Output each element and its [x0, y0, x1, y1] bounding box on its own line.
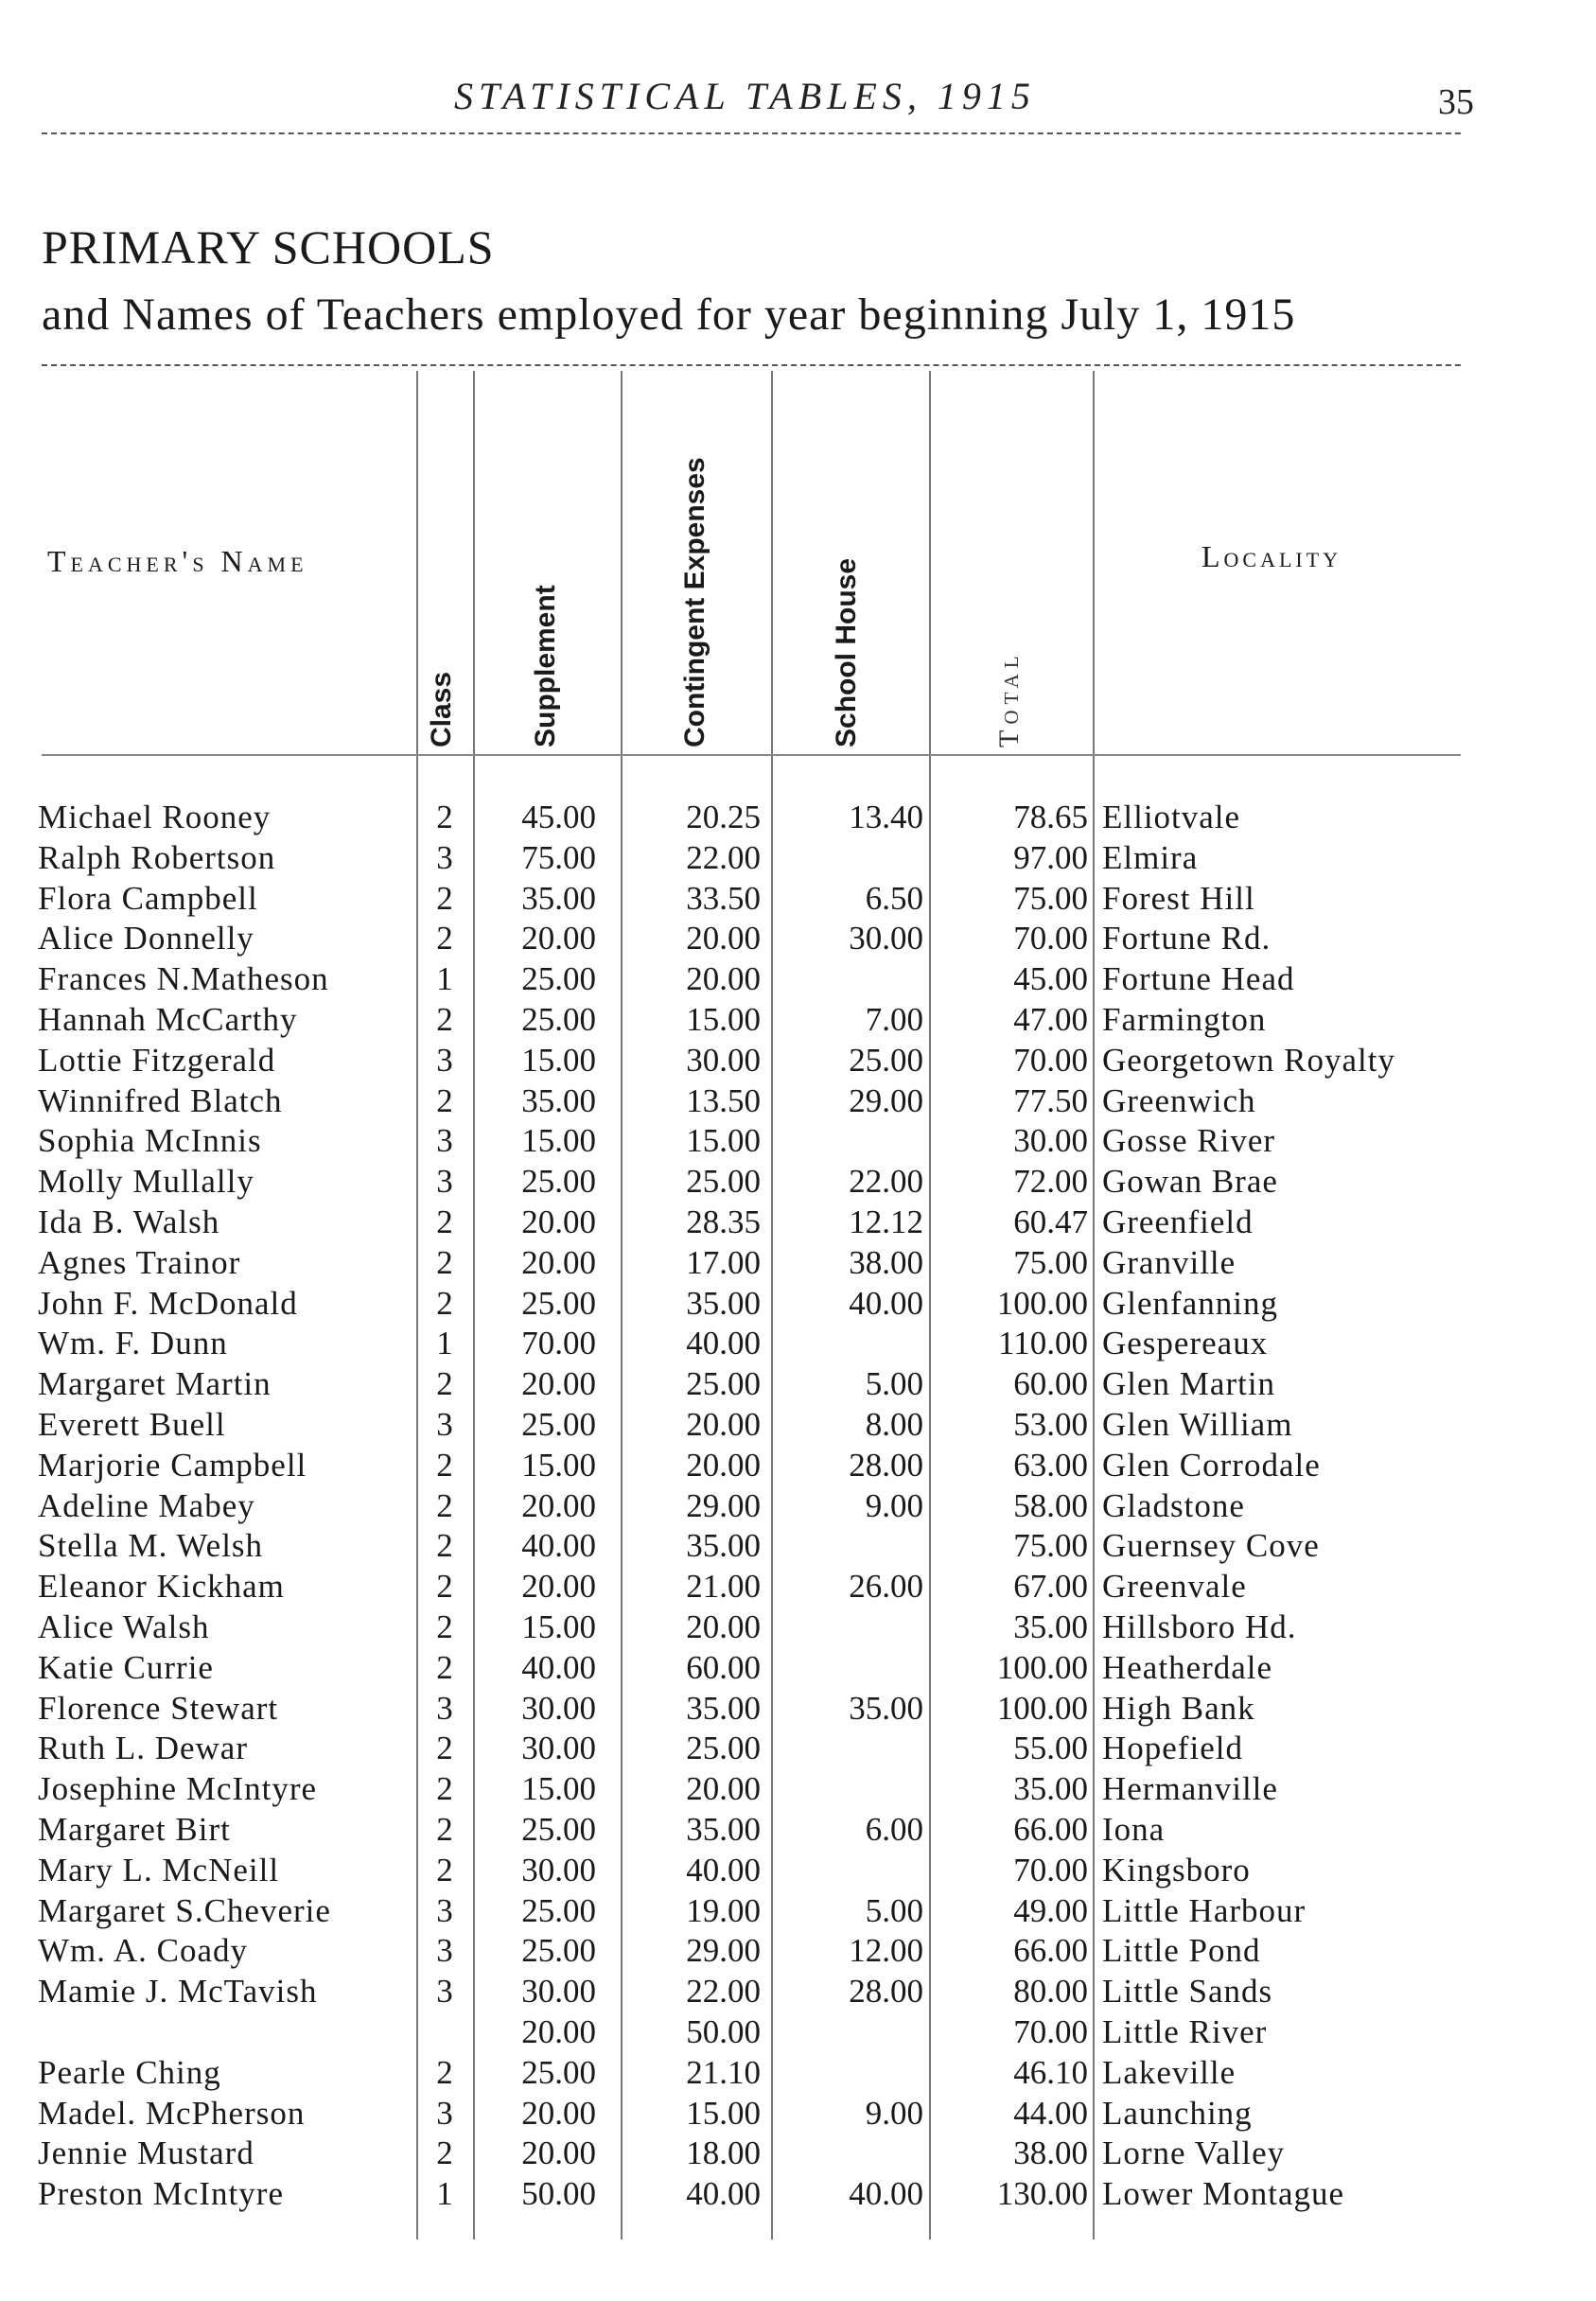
- locality-cell: Hopefield: [1102, 1730, 1243, 1767]
- locality-cell: Lorne Valley: [1102, 2134, 1286, 2172]
- contingent-cell: 40.00: [686, 2175, 761, 2213]
- contingent-cell: 20.00: [686, 960, 761, 998]
- total-cell: 38.00: [1013, 2134, 1088, 2172]
- teacher-name-cell: Katie Currie: [38, 1648, 214, 1686]
- teacher-name-cell: Wm. F. Dunn: [38, 1325, 228, 1362]
- supplement-cell: 40.00: [521, 1527, 596, 1565]
- contingent-cell: 20.25: [686, 799, 761, 835]
- supplement-cell: 20.00: [521, 920, 596, 957]
- school-house-cell: 6.00: [865, 1810, 923, 1848]
- table-row: [0, 2134, 1596, 2174]
- class-cell: 3: [436, 1163, 453, 1201]
- total-cell: 66.00: [1013, 1810, 1088, 1848]
- teacher-name-cell: Florence Stewart: [38, 1689, 279, 1727]
- total-cell: 46.10: [1013, 2053, 1088, 2091]
- table-row: [0, 1081, 1596, 1122]
- supplement-cell: 70.00: [521, 1325, 596, 1362]
- school-house-cell: 28.00: [849, 1973, 923, 2011]
- contingent-cell: 13.50: [686, 1081, 761, 1119]
- locality-cell: Georgetown Royalty: [1102, 1041, 1395, 1079]
- locality-cell: Gespereaux: [1102, 1325, 1269, 1362]
- total-cell: 53.00: [1013, 1405, 1088, 1443]
- locality-cell: Glen William: [1102, 1405, 1293, 1443]
- locality-cell: Little Sands: [1102, 1973, 1273, 2011]
- teacher-name-cell: Alice Donnelly: [38, 920, 254, 957]
- contingent-cell: 15.00: [686, 1000, 761, 1038]
- locality-cell: Heatherdale: [1102, 1648, 1273, 1686]
- contingent-cell: 60.00: [686, 1648, 761, 1686]
- supplement-cell: 15.00: [521, 1446, 596, 1484]
- class-cell: 2: [436, 1365, 453, 1403]
- total-cell: 77.50: [1013, 1081, 1088, 1119]
- supplement-cell: 30.00: [521, 1689, 596, 1727]
- contingent-cell: 20.00: [686, 1607, 761, 1645]
- locality-cell: Fortune Head: [1102, 960, 1295, 998]
- total-cell: 44.00: [1013, 2094, 1088, 2132]
- teacher-name-cell: Ralph Robertson: [38, 838, 276, 876]
- supplement-cell: 20.00: [521, 1243, 596, 1281]
- class-cell: 2: [436, 2134, 453, 2172]
- table-row: [0, 2094, 1596, 2134]
- school-house-cell: 5.00: [865, 1365, 923, 1403]
- contingent-cell: 25.00: [686, 1365, 761, 1403]
- contingent-cell: 15.00: [686, 2094, 761, 2132]
- locality-cell: Gladstone: [1102, 1486, 1245, 1524]
- school-house-cell: 9.00: [865, 1486, 923, 1524]
- table-row: [0, 1041, 1596, 1081]
- class-cell: 2: [436, 2053, 453, 2091]
- supplement-cell: 20.00: [521, 1568, 596, 1606]
- table-row: [0, 959, 1596, 1000]
- class-cell: 1: [436, 1325, 453, 1362]
- school-house-cell: 38.00: [849, 1243, 923, 1281]
- table-row: [0, 1567, 1596, 1607]
- teacher-name-cell: Wm. A. Coady: [38, 1932, 248, 1970]
- supplement-cell: 50.00: [521, 2175, 596, 2213]
- locality-cell: Greenwich: [1102, 1081, 1256, 1119]
- header-teacher-name: Teacher's Name: [47, 544, 308, 578]
- total-cell: 70.00: [1013, 1851, 1088, 1888]
- locality-cell: Launching: [1102, 2094, 1253, 2132]
- contingent-cell: 35.00: [686, 1284, 761, 1322]
- table-row: [0, 2053, 1596, 2094]
- supplement-cell: 15.00: [521, 1607, 596, 1645]
- locality-cell: Glen Corrodale: [1102, 1446, 1321, 1484]
- total-cell: 75.00: [1013, 879, 1088, 917]
- school-house-cell: 7.00: [865, 1000, 923, 1038]
- teacher-name-cell: Madel. McPherson: [38, 2094, 306, 2132]
- class-cell: 2: [436, 1770, 453, 1808]
- header-contingent-expenses: Contingent Expenses: [679, 457, 710, 747]
- total-cell: 100.00: [996, 1648, 1088, 1686]
- teacher-name-cell: Stella M. Welsh: [38, 1527, 264, 1565]
- locality-cell: Glen Martin: [1102, 1365, 1276, 1403]
- total-cell: 55.00: [1013, 1730, 1088, 1767]
- teacher-name-cell: Margaret S.Cheverie: [38, 1891, 331, 1929]
- total-cell: 75.00: [1013, 1243, 1088, 1281]
- locality-cell: High Bank: [1102, 1689, 1255, 1727]
- class-cell: 2: [436, 1000, 453, 1038]
- class-cell: 3: [436, 2094, 453, 2132]
- class-cell: 3: [436, 1973, 453, 2011]
- total-cell: 60.47: [1013, 1203, 1088, 1240]
- table-row: [0, 879, 1596, 920]
- locality-cell: Little Harbour: [1102, 1891, 1307, 1929]
- total-cell: 67.00: [1013, 1568, 1088, 1606]
- teacher-name-cell: Preston McIntyre: [38, 2175, 284, 2213]
- locality-cell: Elliotvale: [1102, 799, 1241, 835]
- supplement-cell: 35.00: [521, 1081, 596, 1119]
- page-number: 35: [1438, 82, 1474, 122]
- table-row: [0, 2012, 1596, 2053]
- table-row: [0, 1851, 1596, 1891]
- contingent-cell: 30.00: [686, 1041, 761, 1079]
- supplement-cell: 25.00: [521, 1284, 596, 1322]
- class-cell: 2: [436, 1607, 453, 1645]
- supplement-cell: 20.00: [521, 1365, 596, 1403]
- table-row: [0, 1000, 1596, 1041]
- table-row: [0, 1891, 1596, 1932]
- total-cell: 35.00: [1013, 1607, 1088, 1645]
- class-cell: 3: [436, 1932, 453, 1970]
- total-cell: 58.00: [1013, 1486, 1088, 1524]
- school-house-cell: 40.00: [849, 1284, 923, 1322]
- school-house-cell: 12.00: [849, 1932, 923, 1970]
- supplement-cell: 25.00: [521, 1891, 596, 1929]
- locality-cell: Greenfield: [1102, 1203, 1254, 1240]
- supplement-cell: 35.00: [521, 879, 596, 917]
- class-cell: 3: [436, 1689, 453, 1727]
- supplement-cell: 20.00: [521, 1203, 596, 1240]
- total-cell: 130.00: [996, 2175, 1088, 2213]
- school-house-cell: 5.00: [865, 1891, 923, 1929]
- locality-cell: Forest Hill: [1102, 879, 1255, 917]
- teacher-name-cell: Agnes Trainor: [38, 1243, 241, 1281]
- school-house-cell: 6.50: [865, 879, 923, 917]
- supplement-cell: 30.00: [521, 1973, 596, 2011]
- supplement-cell: 20.00: [521, 2012, 596, 2050]
- supplement-cell: 20.00: [521, 1486, 596, 1524]
- locality-cell: Fortune Rd.: [1102, 920, 1272, 957]
- teacher-name-cell: Alice Walsh: [38, 1607, 210, 1645]
- table-row: [0, 1203, 1596, 1243]
- total-cell: 78.65: [1013, 799, 1088, 835]
- school-house-cell: 12.12: [849, 1203, 923, 1240]
- contingent-cell: 35.00: [686, 1810, 761, 1848]
- contingent-cell: 22.00: [686, 1973, 761, 2011]
- class-cell: 2: [436, 1284, 453, 1322]
- teacher-name-cell: Molly Mullally: [38, 1163, 254, 1201]
- class-cell: 1: [436, 960, 453, 998]
- table-row: [0, 1648, 1596, 1689]
- total-cell: 35.00: [1013, 1770, 1088, 1808]
- header-supplement: Supplement: [530, 585, 561, 747]
- total-cell: 45.00: [1013, 960, 1088, 998]
- supplement-cell: 20.00: [521, 2094, 596, 2132]
- total-cell: 75.00: [1013, 1527, 1088, 1565]
- teacher-name-cell: Frances N.Matheson: [38, 960, 329, 998]
- teacher-name-cell: Winnifred Blatch: [38, 1081, 283, 1119]
- teacher-name-cell: Mary L. McNeill: [38, 1851, 280, 1888]
- locality-cell: Lakeville: [1102, 2053, 1236, 2091]
- contingent-cell: 35.00: [686, 1689, 761, 1727]
- supplement-cell: 45.00: [521, 799, 596, 835]
- contingent-cell: 20.00: [686, 1446, 761, 1484]
- school-house-cell: 29.00: [849, 1081, 923, 1119]
- total-cell: 60.00: [1013, 1365, 1088, 1403]
- supplement-cell: 15.00: [521, 1770, 596, 1808]
- class-cell: 2: [436, 1486, 453, 1524]
- teacher-name-cell: Jennie Mustard: [38, 2134, 254, 2172]
- table-row: [0, 838, 1596, 879]
- teacher-name-cell: Margaret Martin: [38, 1365, 272, 1403]
- table-row: [0, 919, 1596, 959]
- class-cell: 3: [436, 1122, 453, 1160]
- locality-cell: Iona: [1102, 1810, 1166, 1848]
- class-cell: 2: [436, 1527, 453, 1565]
- locality-cell: Kingsboro: [1102, 1851, 1251, 1888]
- table-row: [0, 1810, 1596, 1851]
- school-house-cell: 30.00: [849, 920, 923, 957]
- class-cell: 3: [436, 838, 453, 876]
- supplement-cell: 25.00: [521, 1932, 596, 1970]
- header-locality: Locality: [1201, 539, 1342, 573]
- teacher-name-cell: Marjorie Campbell: [38, 1446, 307, 1484]
- contingent-cell: 20.00: [686, 1405, 761, 1443]
- contingent-cell: 21.10: [686, 2053, 761, 2091]
- class-cell: 2: [436, 1851, 453, 1888]
- contingent-cell: 20.00: [686, 920, 761, 957]
- locality-cell: Glenfanning: [1102, 1284, 1278, 1322]
- contingent-cell: 15.00: [686, 1122, 761, 1160]
- school-house-cell: 35.00: [849, 1689, 923, 1727]
- header-total: Total: [993, 650, 1025, 747]
- supplement-cell: 25.00: [521, 960, 596, 998]
- locality-cell: Hillsboro Hd.: [1102, 1607, 1297, 1645]
- contingent-cell: 33.50: [686, 879, 761, 917]
- table-row: [0, 1607, 1596, 1648]
- class-cell: 2: [436, 1203, 453, 1240]
- supplement-cell: 15.00: [521, 1041, 596, 1079]
- total-cell: 66.00: [1013, 1932, 1088, 1970]
- teacher-name-cell: Hannah McCarthy: [38, 1000, 298, 1038]
- header-bottom-rule: [42, 754, 1461, 756]
- class-cell: 2: [436, 879, 453, 917]
- school-house-cell: 40.00: [849, 2175, 923, 2213]
- class-cell: 2: [436, 1243, 453, 1281]
- table-row: [0, 1243, 1596, 1284]
- contingent-cell: 22.00: [686, 838, 761, 876]
- table-top-rule: [42, 364, 1461, 366]
- class-cell: 2: [436, 1081, 453, 1119]
- contingent-cell: 40.00: [686, 1851, 761, 1888]
- supplement-cell: 25.00: [521, 2053, 596, 2091]
- class-cell: 2: [436, 1810, 453, 1848]
- locality-cell: Guernsey Cove: [1102, 1527, 1320, 1565]
- contingent-cell: 35.00: [686, 1527, 761, 1565]
- total-cell: 100.00: [996, 1689, 1088, 1727]
- locality-cell: Farmington: [1102, 1000, 1267, 1038]
- table-row: [0, 2174, 1596, 2215]
- contingent-cell: 17.00: [686, 1243, 761, 1281]
- locality-cell: Granville: [1102, 1243, 1236, 1281]
- total-cell: 30.00: [1013, 1122, 1088, 1160]
- total-cell: 63.00: [1013, 1446, 1088, 1484]
- supplement-cell: 40.00: [521, 1648, 596, 1686]
- teacher-name-cell: Sophia McInnis: [38, 1122, 262, 1160]
- locality-cell: Hermanville: [1102, 1770, 1278, 1808]
- teacher-name-cell: Eleanor Kickham: [38, 1568, 285, 1606]
- teacher-name-cell: Pearle Ching: [38, 2053, 221, 2091]
- supplement-cell: 30.00: [521, 1730, 596, 1767]
- teacher-name-cell: Ruth L. Dewar: [38, 1730, 248, 1767]
- locality-cell: Greenvale: [1102, 1568, 1247, 1606]
- contingent-cell: 29.00: [686, 1932, 761, 1970]
- contingent-cell: 29.00: [686, 1486, 761, 1524]
- total-cell: 49.00: [1013, 1891, 1088, 1929]
- class-cell: 3: [436, 1891, 453, 1929]
- table-row: [0, 1972, 1596, 2012]
- table-row: [0, 1121, 1596, 1162]
- class-cell: 3: [436, 1041, 453, 1079]
- supplement-cell: 20.00: [521, 2134, 596, 2172]
- class-cell: 2: [436, 1648, 453, 1686]
- contingent-cell: 28.35: [686, 1203, 761, 1240]
- table-row: [0, 1729, 1596, 1769]
- total-cell: 72.00: [1013, 1163, 1088, 1201]
- supplement-cell: 25.00: [521, 1163, 596, 1201]
- table-row: [0, 1324, 1596, 1364]
- total-cell: 70.00: [1013, 920, 1088, 957]
- teacher-name-cell: Flora Campbell: [38, 879, 258, 917]
- supplement-cell: 25.00: [521, 1405, 596, 1443]
- locality-cell: Little Pond: [1102, 1932, 1261, 1970]
- page-subtitle: and Names of Teachers employed for year beginning July 1, 1915: [42, 290, 1296, 340]
- table-row: [0, 1284, 1596, 1325]
- school-house-cell: 13.40: [849, 799, 923, 835]
- total-cell: 100.00: [996, 1284, 1088, 1322]
- school-house-cell: 25.00: [849, 1041, 923, 1079]
- total-cell: 97.00: [1013, 838, 1088, 876]
- contingent-cell: 50.00: [686, 2012, 761, 2050]
- running-title: STATISTICAL TABLES, 1915: [454, 75, 1036, 117]
- contingent-cell: 25.00: [686, 1730, 761, 1767]
- locality-cell: Gowan Brae: [1102, 1163, 1278, 1201]
- locality-cell: Elmira: [1102, 838, 1199, 876]
- table-row: [0, 1486, 1596, 1527]
- table-row: [0, 1769, 1596, 1810]
- locality-cell: Gosse River: [1102, 1122, 1276, 1160]
- school-house-cell: 22.00: [849, 1163, 923, 1201]
- total-cell: 110.00: [998, 1325, 1088, 1362]
- table-row: [0, 798, 1596, 838]
- school-house-cell: 9.00: [865, 2094, 923, 2132]
- teacher-name-cell: Josephine McIntyre: [38, 1770, 318, 1808]
- locality-cell: Lower Montague: [1102, 2175, 1345, 2213]
- total-cell: 47.00: [1013, 1000, 1088, 1038]
- supplement-cell: 25.00: [521, 1000, 596, 1038]
- table-row: [0, 1446, 1596, 1486]
- supplement-cell: 15.00: [521, 1122, 596, 1160]
- locality-cell: Little River: [1102, 2012, 1268, 2050]
- class-cell: 2: [436, 1568, 453, 1606]
- teacher-name-cell: Margaret Birt: [38, 1810, 231, 1848]
- total-cell: 70.00: [1013, 1041, 1088, 1079]
- teacher-name-cell: Everett Buell: [38, 1405, 226, 1443]
- class-cell: 2: [436, 920, 453, 957]
- table-row: [0, 1162, 1596, 1203]
- table-row: [0, 1689, 1596, 1730]
- class-cell: 3: [436, 1405, 453, 1443]
- teacher-name-cell: John F. McDonald: [38, 1284, 298, 1322]
- table-body: [0, 798, 1596, 2215]
- school-house-cell: 28.00: [849, 1446, 923, 1484]
- table-row: [0, 1405, 1596, 1446]
- total-cell: 80.00: [1013, 1973, 1088, 2011]
- teacher-name-cell: Ida B. Walsh: [38, 1203, 220, 1240]
- table-row: [0, 1526, 1596, 1567]
- contingent-cell: 25.00: [686, 1163, 761, 1201]
- teacher-name-cell: Adeline Mabey: [38, 1486, 255, 1524]
- total-cell: 70.00: [1013, 2012, 1088, 2050]
- class-cell: 2: [436, 1730, 453, 1767]
- contingent-cell: 19.00: [686, 1891, 761, 1929]
- supplement-cell: 30.00: [521, 1851, 596, 1888]
- school-house-cell: 26.00: [849, 1568, 923, 1606]
- contingent-cell: 21.00: [686, 1568, 761, 1606]
- table-row: [0, 1364, 1596, 1405]
- running-head: [0, 74, 1474, 131]
- contingent-cell: 18.00: [686, 2134, 761, 2172]
- class-cell: 2: [436, 1446, 453, 1484]
- table-row: [0, 1931, 1596, 1972]
- class-cell: 1: [436, 2175, 453, 2213]
- school-house-cell: 8.00: [865, 1405, 923, 1443]
- supplement-cell: 25.00: [521, 1810, 596, 1848]
- contingent-cell: 40.00: [686, 1325, 761, 1362]
- page-title: PRIMARY SCHOOLS: [42, 220, 495, 273]
- header-class: Class: [426, 671, 457, 747]
- supplement-cell: 75.00: [521, 838, 596, 876]
- header-school-house: School House: [831, 557, 862, 747]
- teacher-name-cell: Lottie Fitzgerald: [38, 1041, 276, 1079]
- teacher-name-cell: Mamie J. McTavish: [38, 1973, 318, 2011]
- class-cell: 2: [436, 799, 453, 835]
- teacher-name-cell: Michael Rooney: [38, 799, 272, 835]
- contingent-cell: 20.00: [686, 1770, 761, 1808]
- header-rule: [42, 132, 1461, 134]
